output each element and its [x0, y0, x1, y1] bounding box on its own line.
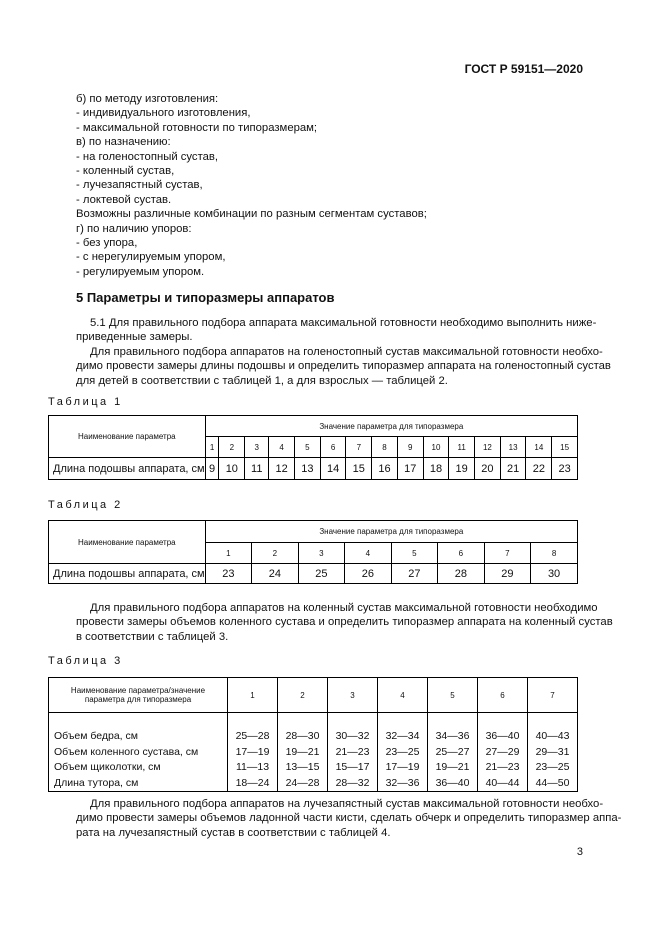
classification-list [76, 92, 427, 279]
table-3-size: 6 [478, 678, 528, 713]
table-2-size: 2 [252, 543, 299, 564]
table-3-size: 3 [328, 678, 378, 713]
table-3 [48, 677, 578, 792]
table-2-size: 4 [345, 543, 392, 564]
table-3-cell: 21—23 [478, 760, 528, 776]
table-3-size: 5 [428, 678, 478, 713]
table-1-size: 13 [500, 437, 526, 458]
table-1 [48, 415, 578, 480]
table-1-caption: Таблица 1 [48, 396, 123, 408]
table-2-size: 3 [298, 543, 345, 564]
table-3-size: 2 [278, 678, 328, 713]
table-3-cell: 17—19 [378, 760, 428, 776]
paragraph-5-1 [76, 316, 597, 345]
table-row [49, 744, 578, 760]
paragraph-line: Для правильного подбора аппаратов на лучезапястный сустав максимальной готовности необхо- [90, 798, 604, 810]
table-3-row-label: Объем коленного сустава, см [49, 744, 228, 760]
table-1-cell: 22 [526, 458, 552, 480]
table-row [49, 760, 578, 776]
table-2-cell: 27 [391, 564, 438, 584]
table-3-size: 1 [228, 678, 278, 713]
paragraph-line: Для правильного подбора аппаратов на голеностопный сустав максимальной готовности необхо- [90, 346, 603, 358]
list-line: - максимальной готовности по типоразмерам; [76, 121, 318, 134]
table-3-cell: 40—43 [528, 729, 578, 745]
table-3-cell: 28—32 [328, 775, 378, 791]
table-3-cell: 32—34 [378, 729, 428, 745]
table-1-cell: 16 [372, 458, 398, 480]
list-line: - с нерегулируемым упором, [76, 251, 226, 264]
list-line: - локтевой сустав. [76, 193, 172, 206]
table-2-group-header: Значение параметра для типоразмера [205, 521, 577, 543]
table-1-cell: 11 [245, 458, 269, 480]
paragraph-line: Для правильного подбора аппаратов на коленный сустав максимальной готовности необходимо [90, 602, 598, 614]
table-2-size: 7 [484, 543, 531, 564]
table-3-cell: 24—28 [278, 775, 328, 791]
table-3-cell: 36—40 [478, 729, 528, 745]
table-1-size: 1 [205, 437, 219, 458]
list-line: - без упора, [76, 237, 138, 250]
table-1-size: 4 [269, 437, 295, 458]
table-3-caption: Таблица 3 [48, 655, 123, 667]
list-line: Возможны различные комбинации по разным сегментам суставов; [76, 208, 427, 221]
table-1-cell: 9 [205, 458, 219, 480]
table-3-size: 7 [528, 678, 578, 713]
table-1-size: 6 [320, 437, 346, 458]
paragraph-line: 5.1 Для правильного подбора аппарата максимальной готовности необходимо выполнить ниже- [90, 317, 597, 329]
table-1-size: 2 [219, 437, 245, 458]
table-1-cell: 15 [346, 458, 372, 480]
table-1-group-header: Значение параметра для типоразмера [205, 416, 577, 437]
table-2-col-header: Наименование параметра [49, 521, 206, 564]
table-2-size: 6 [438, 543, 485, 564]
table-1-cell: 20 [475, 458, 501, 480]
list-line: - регулируемым упором. [76, 265, 205, 278]
table-1-size: 14 [526, 437, 552, 458]
table-3-cell: 32—36 [378, 775, 428, 791]
table-3-cell: 25—27 [428, 744, 478, 760]
table-2-cell: 30 [531, 564, 578, 584]
table-1-cell: 23 [552, 458, 578, 480]
paragraph-wrist [76, 797, 622, 840]
table-3-cell: 44—50 [528, 775, 578, 791]
list-line: в) по назначению: [76, 136, 171, 149]
table-3-col-header: Наименование параметра/значение параметра для типоразмера [49, 678, 228, 713]
list-line: - индивидуального изготовления, [76, 107, 251, 120]
table-1-row-label: Длина подошвы аппарата, см [49, 458, 206, 480]
table-1-cell: 19 [449, 458, 475, 480]
table-2-size: 8 [531, 543, 578, 564]
table-1-size: 3 [245, 437, 269, 458]
list-line: - на голеностопный сустав, [76, 150, 219, 163]
table-2-cell: 23 [205, 564, 252, 584]
table-1-cell: 14 [320, 458, 346, 480]
table-2-caption: Таблица 2 [48, 499, 123, 511]
table-2-size: 5 [391, 543, 438, 564]
table-3-cell: 15—17 [328, 760, 378, 776]
table-1-cell: 18 [423, 458, 449, 480]
table-3-row-label: Объем бедра, см [49, 729, 228, 745]
table-1-cell: 13 [295, 458, 321, 480]
table-3-cell: 34—36 [428, 729, 478, 745]
list-line: г) по наличию упоров: [76, 222, 192, 235]
table-3-cell: 30—32 [328, 729, 378, 745]
list-line: б) по методу изготовления: [76, 93, 219, 105]
document-code: ГОСТ Р 59151—2020 [464, 62, 583, 76]
table-1-size: 8 [372, 437, 398, 458]
table-2-cell: 25 [298, 564, 345, 584]
table-3-row-label: Объем щиколотки, см [49, 760, 228, 776]
table-3-cell: 19—21 [428, 760, 478, 776]
table-1-size: 5 [295, 437, 321, 458]
table-3-row-label: Длина тутора, см [49, 775, 228, 791]
table-2-row-label: Длина подошвы аппарата, см [49, 564, 206, 584]
table-1-col-header: Наименование параметра [49, 416, 206, 458]
table-2-cell: 29 [484, 564, 531, 584]
page-number: 3 [576, 846, 583, 858]
table-2-cell: 28 [438, 564, 485, 584]
paragraph-line: для детей в соответствии с таблицей 1, а для взрослых — таблицей 2. [76, 374, 448, 387]
table-3-cell: 40—44 [478, 775, 528, 791]
table-3-cell: 28—30 [278, 729, 328, 745]
list-line: - коленный сустав, [76, 165, 175, 178]
table-3-cell: 13—15 [278, 760, 328, 776]
table-1-size: 7 [346, 437, 372, 458]
table-3-cell: 27—29 [478, 744, 528, 760]
paragraph-line: в соответствии с таблицей 3. [76, 630, 229, 643]
table-1-cell: 12 [269, 458, 295, 480]
table-1-cell: 10 [219, 458, 245, 480]
table-1-size: 9 [397, 437, 423, 458]
table-1-size: 15 [552, 437, 578, 458]
table-3-size: 4 [378, 678, 428, 713]
table-2 [48, 520, 578, 584]
table-3-cell: 11—13 [228, 760, 278, 776]
table-1-size: 10 [423, 437, 449, 458]
table-1-cell: 17 [397, 458, 423, 480]
table-row [49, 775, 578, 791]
paragraph-line: провести замеры объемов коленного сустава и определить типоразмер аппарата на коленный сустав [76, 616, 613, 629]
table-3-cell: 19—21 [278, 744, 328, 760]
table-3-cell: 36—40 [428, 775, 478, 791]
table-2-cell: 24 [252, 564, 299, 584]
table-3-cell: 23—25 [378, 744, 428, 760]
list-line: - лучезапястный сустав, [76, 179, 203, 192]
paragraph-knee [76, 601, 613, 644]
table-1-cell: 21 [500, 458, 526, 480]
table-1-size: 11 [449, 437, 475, 458]
paragraph-line: димо провести замеры длины подошвы и определить типоразмер аппарата на голеностопный сустав [76, 360, 611, 373]
table-3-cell: 21—23 [328, 744, 378, 760]
paragraph-line: рата на лучезапястный сустав в соответствии с таблицей 4. [76, 826, 391, 839]
table-3-cell: 25—28 [228, 729, 278, 745]
table-3-cell: 18—24 [228, 775, 278, 791]
table-3-cell: 29—31 [528, 744, 578, 760]
section-5-heading: 5 Параметры и типоразмеры аппаратов [76, 290, 335, 305]
table-2-cell: 26 [345, 564, 392, 584]
paragraph-line: димо провести замеры объемов ладонной части кисти, сделать обчерк и определить типоразмер аппа- [76, 812, 622, 825]
table-1-size: 12 [475, 437, 501, 458]
table-3-cell: 23—25 [528, 760, 578, 776]
table-2-size: 1 [205, 543, 252, 564]
paragraph-line: приведенные замеры. [76, 331, 193, 344]
table-row [49, 729, 578, 745]
paragraph-ankle [76, 345, 611, 388]
table-3-cell: 17—19 [228, 744, 278, 760]
